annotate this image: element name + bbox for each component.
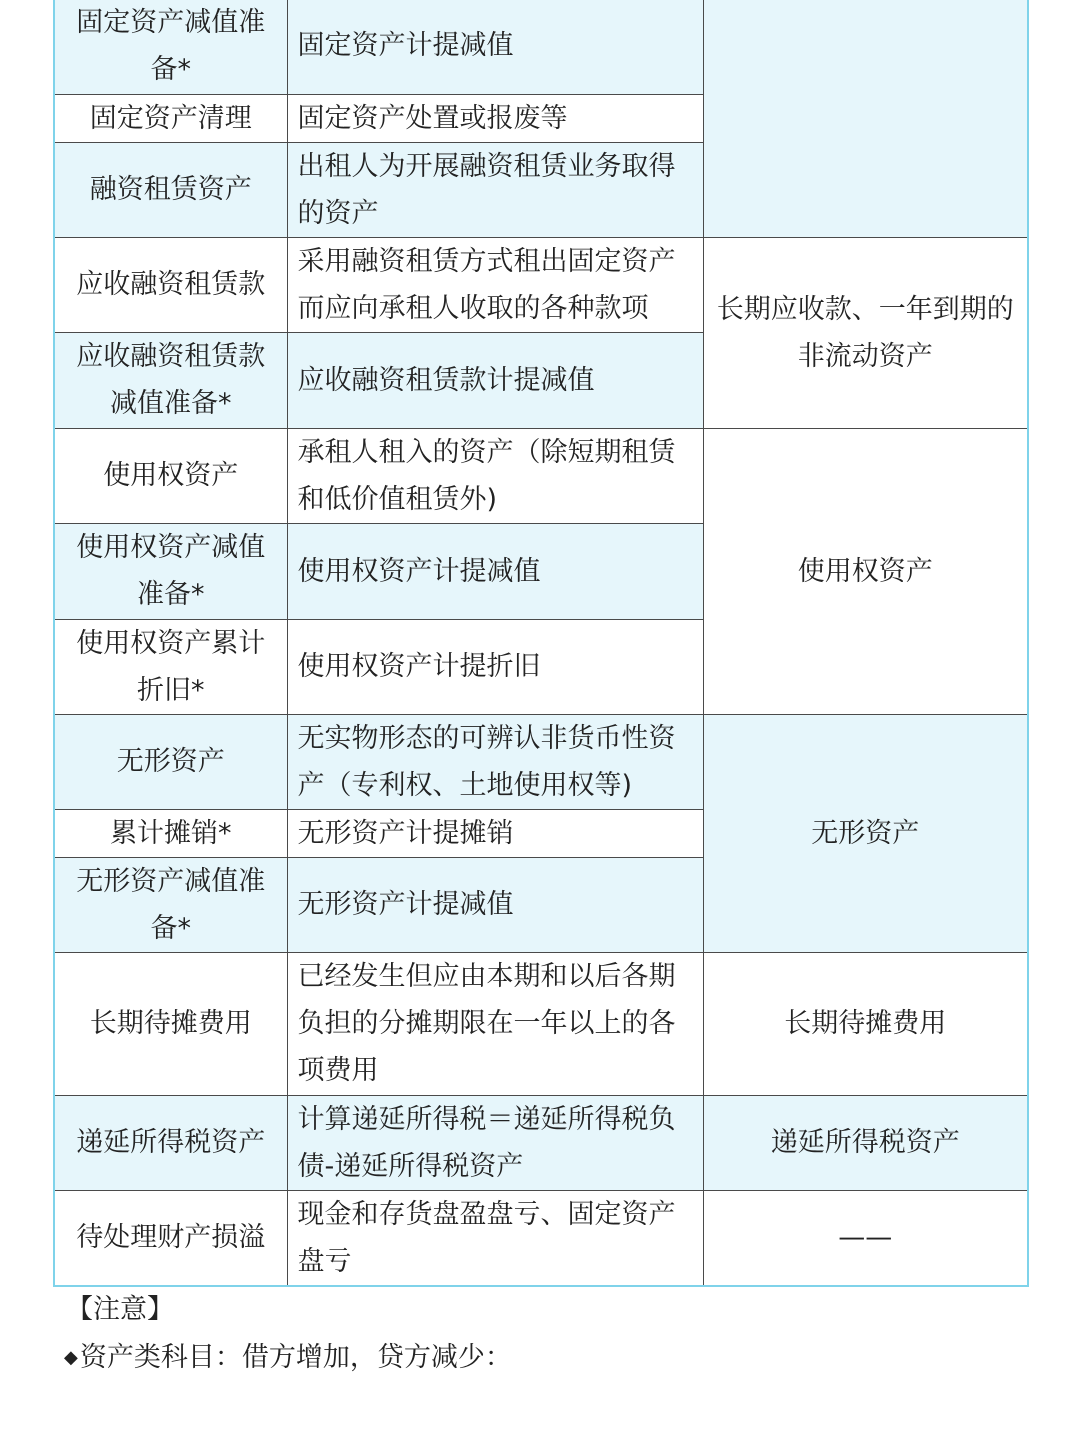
account-description: 使用权资产计提减值 <box>287 523 703 619</box>
diamond-bullet-icon: ◆ <box>64 1347 78 1368</box>
account-description: 应收融资租赁款计提减值 <box>287 332 703 428</box>
statement-item: 递延所得税资产 <box>703 1095 1028 1190</box>
account-description: 无形资产计提减值 <box>287 857 703 952</box>
account-name: 使用权资产减值准备* <box>54 523 287 619</box>
account-description: 已经发生但应由本期和以后各期负担的分摊期限在一年以上的各项费用 <box>287 952 703 1095</box>
table-row <box>54 952 1028 1095</box>
table-row <box>54 1190 1028 1286</box>
account-description: 使用权资产计提折旧 <box>287 619 703 714</box>
account-description: 承租人租入的资产（除短期租赁和低价值租赁外) <box>287 428 703 523</box>
statement-item: 无形资产 <box>703 714 1028 952</box>
table-row <box>54 714 1028 809</box>
account-name: 固定资产清理 <box>54 94 287 142</box>
note-title: 【注意】 <box>66 1294 174 1325</box>
table-row <box>54 1095 1028 1190</box>
account-name: 累计摊销* <box>54 809 287 857</box>
account-description: 无实物形态的可辨认非货币性资产（专利权、土地使用权等) <box>287 714 703 809</box>
account-name: 无形资产减值准备* <box>54 857 287 952</box>
account-description: 出租人为开展融资租赁业务取得的资产 <box>287 142 703 237</box>
statement-item: 长期待摊费用 <box>703 952 1028 1095</box>
account-name: 使用权资产 <box>54 428 287 523</box>
note-text: 资产类科目：借方增加，贷方减少： <box>79 1342 512 1373</box>
account-description: 固定资产处置或报废等 <box>287 94 703 142</box>
account-name: 待处理财产损溢 <box>54 1190 287 1286</box>
statement-item: 长期应收款、一年到期的非流动资产 <box>703 237 1028 428</box>
table-row <box>54 428 1028 523</box>
account-description: 无形资产计提摊销 <box>287 809 703 857</box>
account-description: 采用融资租赁方式租出固定资产而应向承租人收取的各种款项 <box>287 237 703 332</box>
account-name: 长期待摊费用 <box>54 952 287 1095</box>
table-row <box>54 0 1028 94</box>
statement-item: 使用权资产 <box>703 428 1028 714</box>
account-name: 融资租赁资产 <box>54 142 287 237</box>
account-description: 现金和存货盘盈盘亏、固定资产盘亏 <box>287 1190 703 1286</box>
accounts-table <box>53 0 1029 1287</box>
statement-item <box>703 0 1028 237</box>
account-name: 固定资产减值准备* <box>54 0 287 94</box>
account-name: 应收融资租赁款减值准备* <box>54 332 287 428</box>
account-name: 无形资产 <box>54 714 287 809</box>
account-name: 使用权资产累计折旧* <box>54 619 287 714</box>
account-name: 应收融资租赁款 <box>54 237 287 332</box>
account-description: 计算递延所得税＝递延所得税负债-递延所得税资产 <box>287 1095 703 1190</box>
account-name: 递延所得税资产 <box>54 1095 287 1190</box>
note-bullet-item <box>64 1336 512 1380</box>
table-row <box>54 237 1028 332</box>
statement-item: —— <box>703 1190 1028 1286</box>
account-description: 固定资产计提减值 <box>287 0 703 94</box>
